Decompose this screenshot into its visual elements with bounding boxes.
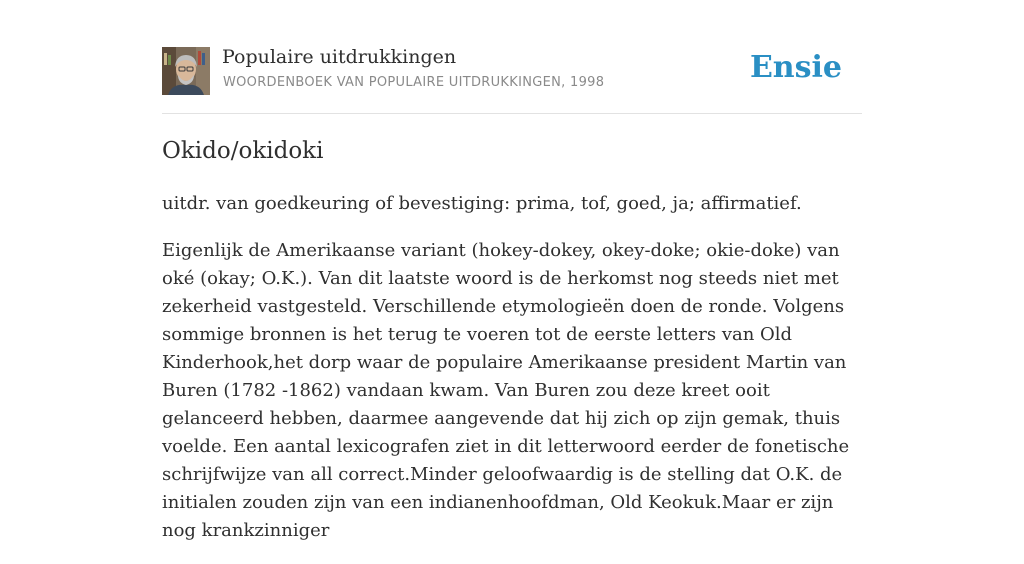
author-avatar[interactable]	[162, 47, 210, 95]
entry-headword: Okido/okidoki	[162, 138, 324, 164]
header-divider	[162, 113, 862, 114]
entry-content	[162, 190, 862, 564]
source-title[interactable]: Populaire uitdrukkingen	[222, 46, 457, 68]
brand-logo[interactable]: Ensie	[749, 50, 842, 85]
source-subtitle: WOORDENBOEK VAN POPULAIRE UITDRUKKINGEN, 1998	[223, 75, 605, 90]
entry-body: Eigenlijk de Amerikaanse variant (hokey-dokey, okey-doke; okie-doke) van oké (okay; O.K.). Van dit laatste woord is de herkomst nog steeds niet met zekerheid vastgesteld. Verschillende etymologieën doen de ronde. Volgens sommige bronnen is het terug te voeren tot de eerste letters van Old Kinderhook,het dorp waar de populaire Amerikaanse president Martin van Buren (1782 -1862) vandaan kwam. Van Buren zou deze kreet ooit gelanceerd hebben, daarmee aangevende dat hij zich op zijn gemak, thuis voelde. Een aantal lexicografen ziet in dit letterwoord eerder de fonetische schrijfwijze van all correct.Minder geloofwaardig is de stelling dat O.K. de initialen zouden zijn van een indianenhoofdman, Old Keokuk.Maar er zijn nog krankzinniger	[162, 240, 850, 541]
source-header	[162, 46, 862, 96]
author-portrait-icon	[162, 47, 210, 95]
entry-definition: uitdr. van goedkeuring of bevestiging: prima, tof, goed, ja; affirmatief.	[162, 193, 802, 214]
